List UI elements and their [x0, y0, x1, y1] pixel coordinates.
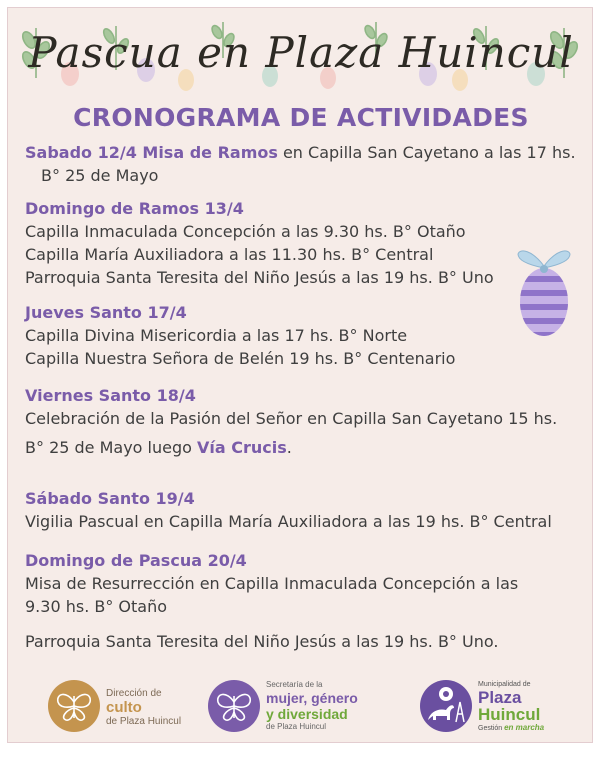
culto-name: culto	[106, 699, 142, 716]
schedule-line: B° 25 de Mayo	[41, 166, 159, 185]
schedule-line: Parroquia Santa Teresita del Niño Jesús a las 19 hs. B° Uno	[25, 268, 494, 287]
schedule-line: en Capilla San Cayetano a las 17 hs.	[277, 143, 576, 162]
highlight-text: Vía Crucis	[197, 438, 287, 457]
poster	[7, 7, 593, 743]
schedule-line: Capilla Nuestra Señora de Belén 19 hs. B° Centenario	[25, 349, 456, 368]
mujer-title: y diversidad	[266, 706, 348, 722]
schedule-block	[25, 384, 585, 459]
culto-line: Dirección de	[106, 688, 162, 699]
mujer-title: mujer, género	[266, 690, 358, 706]
mujer-genero-logo	[208, 678, 408, 736]
schedule-block	[25, 301, 585, 370]
block-heading: Viernes Santo 18/4	[25, 386, 196, 405]
muni-title: Huincul	[478, 705, 541, 724]
muni-line: Municipalidad de	[478, 681, 531, 688]
page-subtitle: CRONOGRAMA DE ACTIVIDADES	[73, 103, 529, 132]
schedule-line: Parroquia Santa Teresita del Niño Jesús a las 19 hs. B° Uno.	[25, 632, 499, 651]
schedule	[25, 141, 585, 653]
mujer-line: Secretaría de la	[266, 680, 323, 689]
oil-derrick-icon	[456, 702, 464, 722]
butterfly-icon	[48, 680, 100, 732]
schedule-block	[25, 487, 585, 533]
municipalidad-logo	[420, 678, 570, 736]
schedule-line: .	[286, 438, 292, 457]
schedule-line: Misa de Resurrección en Capilla Inmaculada Concepción a las	[25, 574, 519, 593]
schedule-line: Capilla María Auxiliadora a las 11.30 hs. B° Central	[25, 245, 434, 264]
muni-line: Gestión	[478, 725, 505, 732]
dinosaur-icon	[428, 705, 454, 720]
schedule-line: Celebración de la Pasión del Señor en Capilla San Cayetano 15 hs.	[25, 409, 558, 428]
block-heading: Sábado Santo 19/4	[25, 489, 195, 508]
schedule-line: Capilla Divina Misericordia a las 17 hs. B° Norte	[25, 326, 408, 345]
easter-egg-icon	[514, 240, 574, 338]
block-heading: Domingo de Pascua 20/4	[25, 551, 247, 570]
footer-logos	[8, 678, 593, 740]
mujer-line: de Plaza Huincul	[266, 722, 327, 731]
schedule-line: Capilla Inmaculada Concepción a las 9.30 hs. B° Otaño	[25, 222, 466, 241]
gear-icon	[439, 687, 453, 701]
muni-tagline: en marcha	[504, 723, 545, 732]
schedule-block	[25, 549, 585, 653]
culto-line: de Plaza Huincul	[106, 716, 182, 727]
schedule-line: Vigilia Pascual en Capilla María Auxiliadora a las 19 hs. B° Central	[25, 512, 552, 531]
page-title: Pascua en Plaza Huincul	[28, 28, 574, 77]
schedule-line: 9.30 hs. B° Otaño	[25, 597, 168, 616]
schedule-block	[25, 141, 585, 187]
block-heading: Domingo de Ramos 13/4	[25, 199, 244, 218]
schedule-block	[25, 197, 585, 289]
block-heading: Sabado 12/4 Misa de Ramos	[25, 143, 278, 162]
culto-logo	[48, 678, 208, 736]
block-heading: Jueves Santo 17/4	[25, 303, 187, 322]
muni-title: Plaza	[478, 688, 522, 707]
schedule-line: B° 25 de Mayo luego	[25, 438, 198, 457]
butterfly-icon	[208, 680, 260, 732]
